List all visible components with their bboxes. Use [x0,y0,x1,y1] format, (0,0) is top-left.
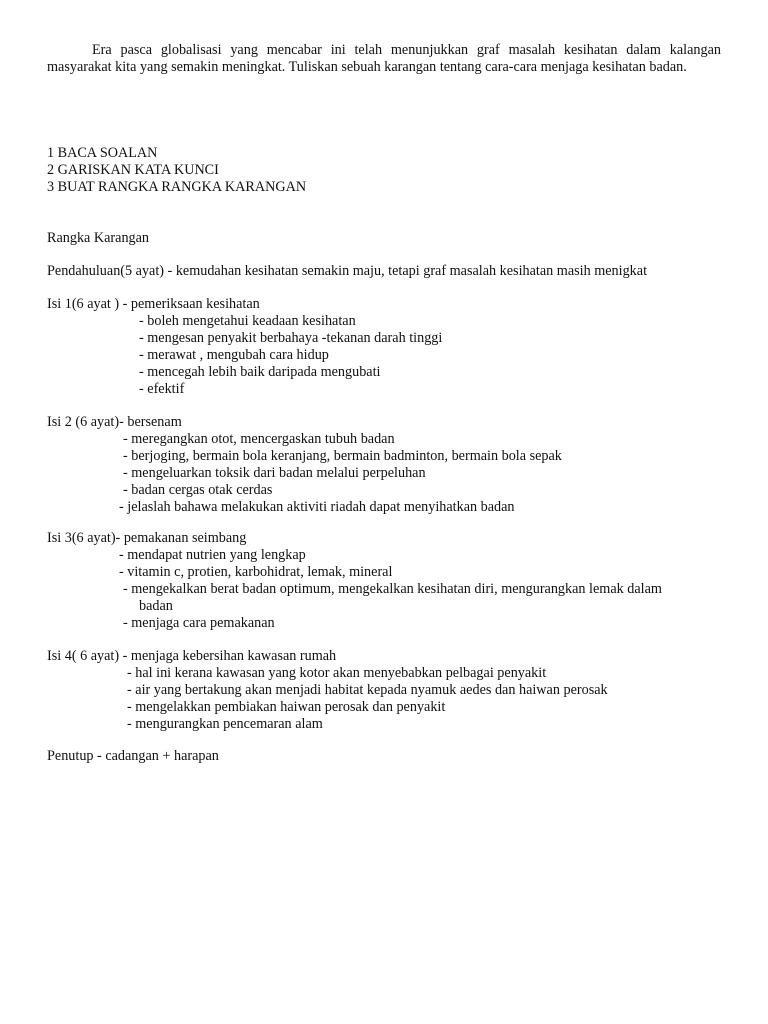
isi3-heading: Isi 3(6 ayat)- pemakanan seimbang [47,530,247,546]
isi2-point: - meregangkan otot, mencergaskan tubuh badan [123,431,395,447]
step-3: 3 BUAT RANGKA RANGKA KARANGAN [47,179,307,195]
isi2-point: - berjoging, bermain bola keranjang, bermain badminton, bermain bola sepak [123,448,562,464]
isi1-point: - merawat , mengubah cara hidup [139,347,329,363]
isi1-heading: Isi 1(6 ayat ) - pemeriksaan kesihatan [47,296,260,312]
isi1-point: - mengesan penyakit berbahaya -tekanan darah tinggi [139,330,443,346]
isi4-point: - air yang bertakung akan menjadi habitat kepada nyamuk aedes dan haiwan perosak [127,682,608,698]
isi3-point: - menjaga cara pemakanan [123,615,275,631]
isi1-point: - mencegah lebih baik daripada mengubati [139,364,381,380]
isi3-point: - mengekalkan berat badan optimum, mengekalkan kesihatan diri, mengurangkan lemak dalam [123,581,662,597]
isi2-point: - mengeluarkan toksik dari badan melalui perpeluhan [123,465,426,481]
isi4-point: - mengurangkan pencemaran alam [127,716,323,732]
isi2-point: - jelaslah bahawa melakukan aktiviti riadah dapat menyihatkan badan [119,499,515,515]
pendahuluan-line: Pendahuluan(5 ayat) - kemudahan kesihatan semakin maju, tetapi graf masalah kesihatan masih menigkat [47,263,648,279]
rangka-title: Rangka Karangan [47,230,150,246]
isi3-point-continuation: badan [139,598,173,614]
isi3-point: - vitamin c, protien, karbohidrat, lemak, mineral [119,564,393,580]
isi2-heading: Isi 2 (6 ayat)- bersenam [47,414,182,430]
isi1-point: - efektif [139,381,185,397]
isi4-point: - hal ini kerana kawasan yang kotor akan menyebabkan pelbagai penyakit [127,665,547,681]
isi1-point: - boleh mengetahui keadaan kesihatan [139,313,356,329]
intro-paragraph: Era pasca globalisasi yang mencabar ini telah menunjukkan graf masalah kesihatan dalam kalangan masyarakat kita yang semakin meningkat. Tuliskan sebuah karangan tentang cara-cara menjaga kesihatan badan. [47,42,721,75]
step-1: 1 BACA SOALAN [47,145,158,161]
isi4-heading: Isi 4( 6 ayat) - menjaga kebersihan kawasan rumah [47,648,337,664]
step-2: 2 GARISKAN KATA KUNCI [47,162,219,178]
isi3-point: - mendapat nutrien yang lengkap [119,547,306,563]
penutup-line: Penutup - cadangan + harapan [47,748,219,764]
isi2-point: - badan cergas otak cerdas [123,482,273,498]
isi4-point: - mengelakkan pembiakan haiwan perosak dan penyakit [127,699,446,715]
